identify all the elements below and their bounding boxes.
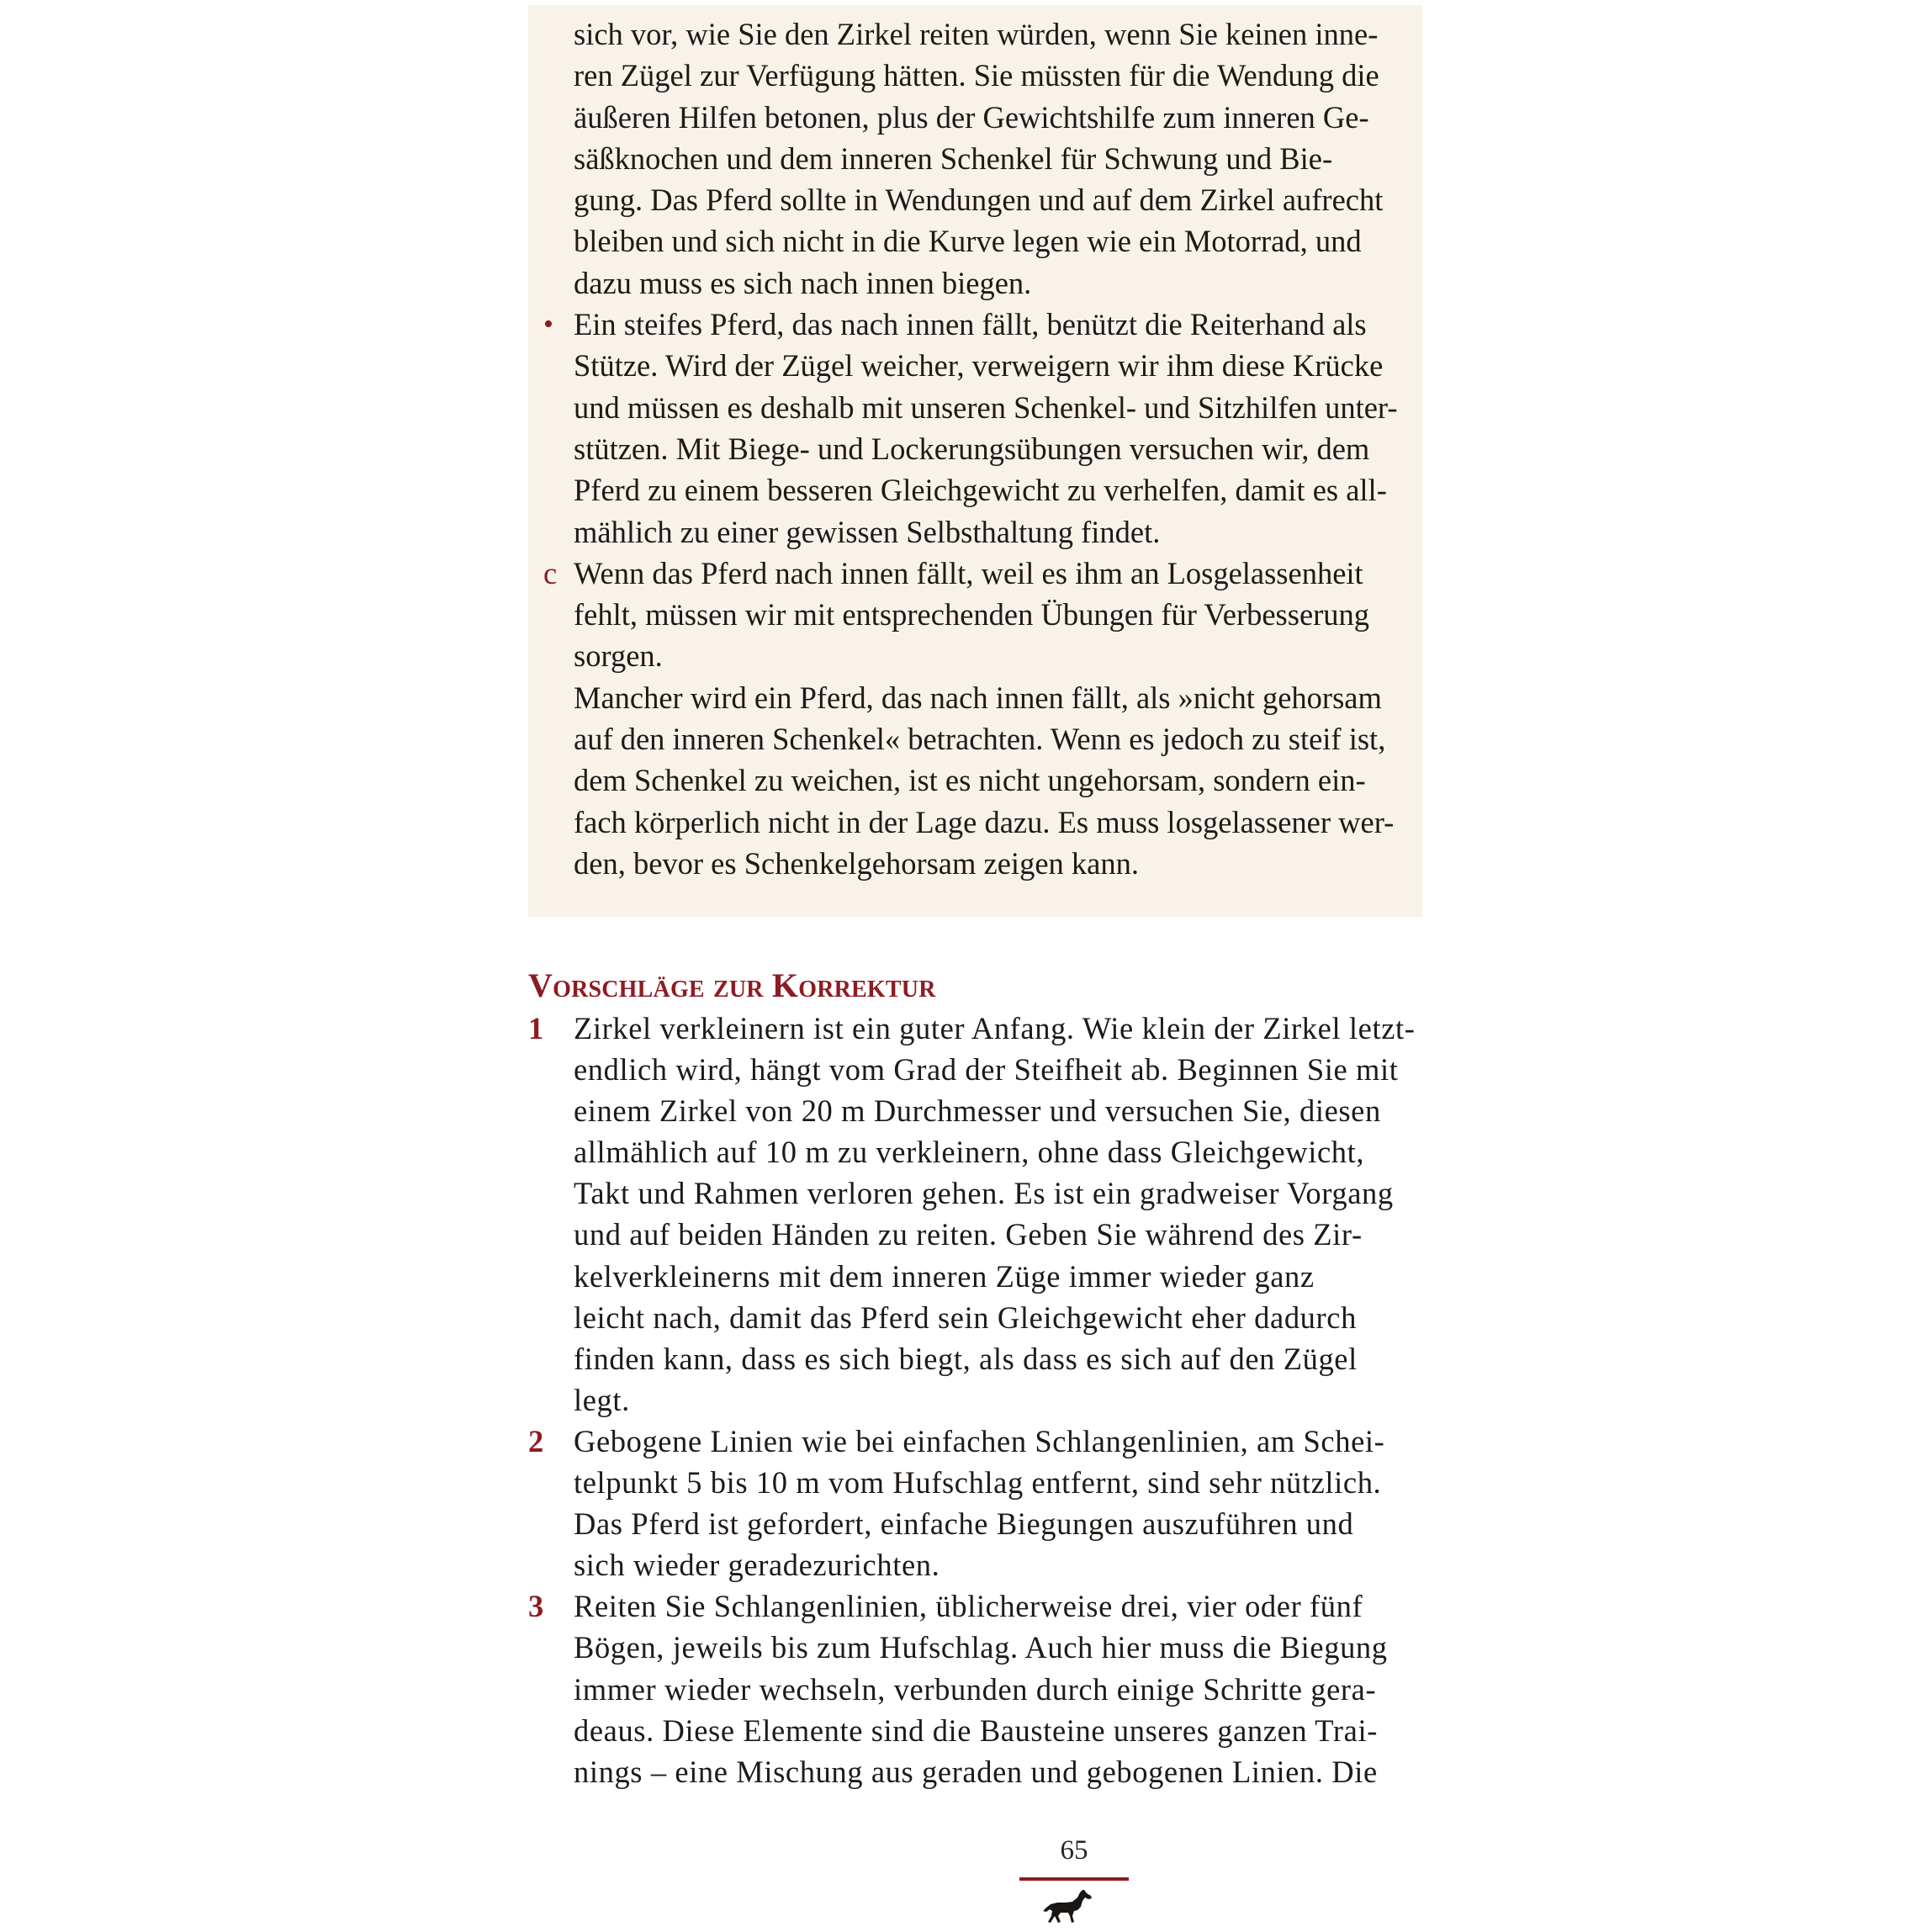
text-line: und auf beiden Händen zu reiten. Geben Sie während des Zir- (574, 1217, 1363, 1252)
c-marker: c (543, 555, 558, 590)
text-line: bleiben und sich nicht in die Kurve legen wie ein Motorrad, und (574, 224, 1362, 259)
text-line: Bögen, jeweils bis zum Hufschlag. Auch hier muss die Biegung (574, 1630, 1388, 1665)
text-line: Reiten Sie Schlangenlinien, üblicherweise drei, vier oder fünf (574, 1589, 1363, 1624)
text-line: Stütze. Wird der Zügel weicher, verweigern wir ihm diese Krücke (574, 348, 1384, 384)
list-item-1 (528, 1008, 1432, 1421)
text-line: deaus. Diese Elemente sind die Bausteine unseres ganzen Trai- (574, 1712, 1378, 1748)
text-line: fehlt, müssen wir mit entsprechenden Übungen für Verbesserung (574, 597, 1370, 633)
text-line: Mancher wird ein Pferd, das nach innen fällt, als »nicht gehorsam (574, 680, 1382, 715)
text-line: den, bevor es Schenkelgehorsam zeigen kann. (574, 845, 1139, 881)
item-number: 3 (528, 1589, 544, 1624)
text-line: gung. Das Pferd sollte in Wendungen und auf dem Zirkel aufrecht (574, 183, 1384, 218)
text-line: telpunkt 5 bis 10 m vom Hufschlag entfernt, sind sehr nützlich. (574, 1465, 1382, 1501)
list-item-2 (528, 1421, 1432, 1585)
info-box-text (543, 13, 1415, 884)
box-intro-paragraph (574, 13, 1415, 304)
text-line: mählich zu einer gewissen Selbsthaltung findet. (574, 514, 1161, 549)
text-line: fach körperlich nicht in der Lage dazu. Es muss losgelassener wer- (574, 804, 1395, 839)
item-number: 1 (528, 1011, 544, 1045)
footer-rule (1019, 1877, 1129, 1881)
text-line: endlich wird, hängt vom Grad der Steifheit ab. Beginnen Sie mit (574, 1052, 1399, 1088)
text-line: Das Pferd ist gefordert, einfache Biegungen auszuführen und (574, 1506, 1354, 1542)
text-line: kelverkleinerns mit dem inneren Züge immer wieder ganz (574, 1258, 1315, 1294)
text-line: äußeren Hilfen betonen, plus der Gewichtshilfe zum inneren Ge- (574, 99, 1369, 135)
c-item (543, 553, 1415, 884)
text-line: dem Schenkel zu weichen, ist es nicht ungehorsam, sondern ein- (574, 763, 1366, 798)
list-item-3 (528, 1585, 1432, 1792)
bullet-item (543, 304, 1415, 553)
text-line: Ein steifes Pferd, das nach innen fällt, benützt die Reiterhand als (574, 307, 1367, 342)
text-line: sich vor, wie Sie den Zirkel reiten würden, wenn Sie keinen inne- (574, 17, 1379, 51)
text-line: Pferd zu einem besseren Gleichgewicht zu verhelfen, damit es all- (574, 473, 1387, 508)
text-line: nings – eine Mischung aus geraden und gebogenen Linien. Die (574, 1754, 1378, 1789)
text-line: stützen. Mit Biege- und Lockerungsübungen versuchen wir, dem (574, 431, 1370, 466)
page-number: 65 (1060, 1835, 1088, 1866)
section-heading: Vorschläge zur Korrektur (528, 966, 936, 1004)
text-line: sorgen. (574, 638, 663, 674)
text-line: sich wieder geradezurichten. (574, 1548, 940, 1583)
horse-icon (1040, 1888, 1094, 1927)
text-line: auf den inneren Schenkel« betrachten. Wenn es jedoch zu steif ist, (574, 722, 1386, 757)
text-line: Zirkel verkleinern ist ein guter Anfang. Wie klein der Zirkel letzt- (574, 1011, 1416, 1045)
bullet-marker: • (543, 309, 553, 341)
text-line: einem Zirkel von 20 m Durchmesser und versuchen Sie, diesen (574, 1093, 1381, 1129)
text-line: allmählich auf 10 m zu verkleinern, ohne dass Gleichgewicht, (574, 1135, 1365, 1170)
item-number: 2 (528, 1423, 544, 1458)
text-line: und müssen es deshalb mit unseren Schenkel- und Sitzhilfen unter- (574, 389, 1398, 425)
text-line: säßknochen und dem inneren Schenkel für Schwung und Bie- (574, 140, 1333, 176)
info-box (528, 5, 1422, 917)
text-line: legt. (574, 1382, 630, 1417)
text-line: Gebogene Linien wie bei einfachen Schlangenlinien, am Schei- (574, 1423, 1385, 1458)
text-line: finden kann, dass es sich biegt, als dass es sich auf den Zügel (574, 1341, 1358, 1376)
numbered-list (528, 1008, 1432, 1792)
text-line: immer wieder wechseln, verbunden durch einige Schritte gera- (574, 1671, 1377, 1707)
text-line: ren Zügel zur Verfügung hätten. Sie müssten für die Wendung die (574, 58, 1379, 93)
text-line: dazu muss es sich nach innen biegen. (574, 265, 1032, 300)
text-line: Takt und Rahmen verloren gehen. Es ist ein gradweiser Vorgang (574, 1176, 1394, 1211)
text-line: leicht nach, damit das Pferd sein Gleichgewicht eher dadurch (574, 1299, 1357, 1335)
text-line: Wenn das Pferd nach innen fällt, weil es ihm an Losgelassenheit (574, 555, 1363, 590)
